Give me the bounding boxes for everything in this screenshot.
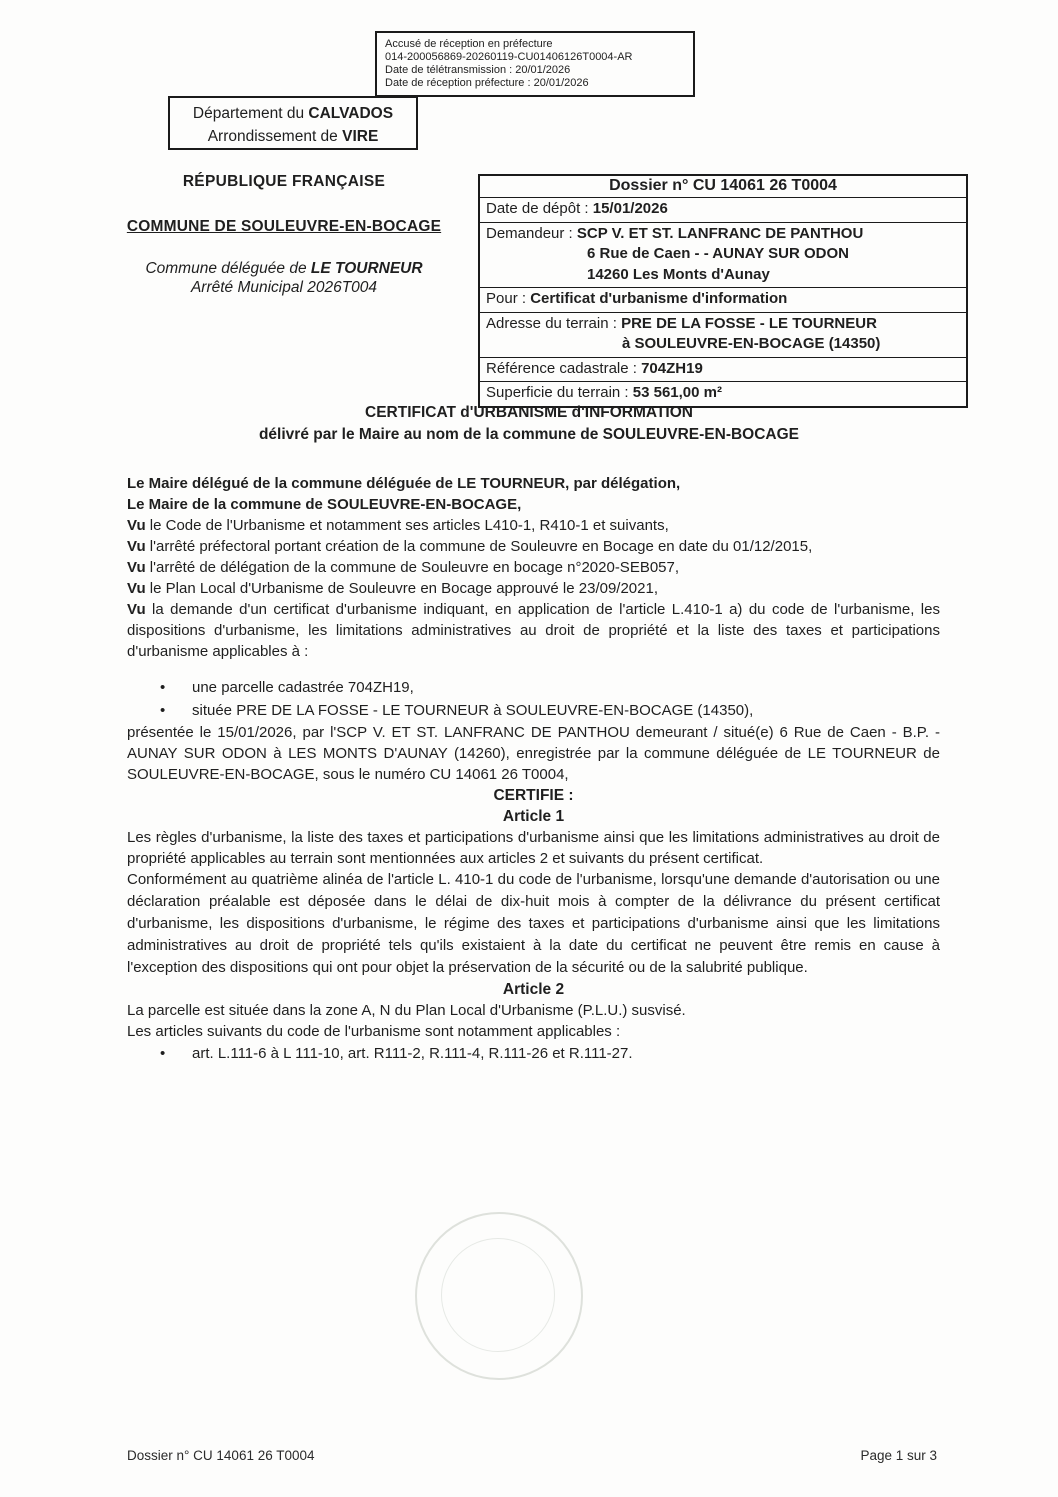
arrondissement-line [170,125,416,148]
adresse-line-1 [486,314,960,335]
prefecture-reception-box [375,31,695,97]
vu-clause-1-text: le Code de l'Urbanisme et notamment ses articles L410-1, R410-1 et suivants, [145,517,669,534]
vu-clause-2-text: l'arrêté préfectoral portant création de la commune de Souleuvre en Bocage en date du 01/12/2015, [145,538,813,555]
article-2-bullet-text: art. L.111-6 à L 111-10, art. R111-2, R.111-4, R.111-26 et R.111-27. [192,1045,633,1062]
left-column [88,173,480,297]
adresse-line-2: à SOULEUVRE-EN-BOCAGE (14350) [622,335,881,352]
footer-page-number: Page 1 sur 3 [860,1448,937,1463]
certificate-title-line-1: CERTIFICAT d'URBANISME d'INFORMATION [365,404,693,421]
vu-keyword: Vu [127,517,146,534]
superficie-label: Superficie du terrain : [486,384,633,401]
intro-paragraph [127,473,940,515]
intro-line-1: Le Maire délégué de la commune déléguée de LE TOURNEUR, par délégation, [127,475,681,492]
vu-clause-3 [127,557,940,578]
adresse-value: PRE DE LA FOSSE - LE TOURNEUR [621,314,877,332]
bullet-dot-icon: • [160,679,166,696]
adresse-label: Adresse du terrain : [486,314,622,332]
bullet-dot-icon: • [160,1045,166,1062]
department-label: Département du [192,105,309,122]
parcel-bullet-2 [127,699,940,722]
vu-keyword: Vu [127,559,146,576]
vu-keyword: Vu [127,601,146,618]
parcel-bullet-list [127,676,940,722]
reception-prefecture-date: Date de réception préfecture : 20/01/2026 [385,77,589,89]
demandeur-line-3: 14260 Les Monts d'Aunay [587,265,770,283]
parcel-bullet-2-text: située PRE DE LA FOSSE - LE TOURNEUR à SOULEUVRE-EN-BOCAGE (14350), [192,702,754,719]
vu-keyword: Vu [127,538,146,555]
vu-clause-5 [127,599,940,662]
vu-clause-4 [127,578,940,599]
reference-label: Référence cadastrale : [486,359,642,377]
department-line [170,102,416,125]
municipal-decree-line: Arrêté Municipal 2026T004 [190,279,378,296]
delegated-commune-name: LE TOURNEUR [310,260,423,277]
demandeur-name: SCP V. ET ST. LANFRANC DE PANTHOU [576,224,864,242]
vu-clause-group-1 [127,515,940,557]
article-2-bullet [127,1042,940,1065]
row-demandeur [480,222,966,288]
vu-clause-2 [127,536,940,557]
vu-clause-5-text: la demande d'un certificat d'urbanisme indiquant, en application de l'article L.410-1 a) du code de l'urbanisme, les dispositions d'urbanisme, les limitations administratives au droit de propriété et la liste des taxes et participations d'urbanisme applicables à : [127,601,940,660]
vu-clause-1 [127,515,940,536]
footer-dossier-number: Dossier n° CU 14061 26 T0004 [127,1448,315,1463]
pour-label: Pour : [486,290,531,307]
demandeur-line-1 [486,224,960,245]
pour-value: Certificat d'urbanisme d'information [530,290,788,307]
vu-clause-3-text: l'arrêté de délégation de la commune de Souleuvre en bocage n°2020-SEB057, [145,559,680,576]
row-date-depot [480,197,966,222]
article-2-paragraph-1: La parcelle est située dans la zone A, N du Plan Local d'Urbanisme (P.L.U.) susvisé. [127,1002,686,1019]
row-adresse-terrain [480,312,966,357]
page-footer [127,1448,937,1463]
presented-paragraph: présentée le 15/01/2026, par l'SCP V. ET ST. LANFRANC DE PANTHOU demeurant / situé(e) 6 Rue de Caen - B.P. - AUNAY SUR ODON à LES MONTS D'AUNAY (14260), enregistrée par la commune déléguée de LE TOURNEUR de SOULEUVRE-EN-BOCAGE, sous le numéro CU 14061 26 T0004, [127,724,940,783]
reception-teletransmission-date: Date de télétransmission : 20/01/2026 [385,64,571,76]
arrondissement-name: VIRE [342,128,379,145]
certifie-heading: CERTIFIE : [493,787,574,804]
date-depot-label: Date de dépôt : [486,200,593,217]
demandeur-line-2: 6 Rue de Caen - - AUNAY SUR ODON [587,245,849,262]
delegated-commune-line [88,260,480,278]
reception-title: Accusé de réception en préfecture [385,38,553,50]
parcel-bullet-1 [127,676,940,699]
intro-line-2: Le Maire de la commune de SOULEUVRE-EN-BOCAGE, [127,496,522,513]
article-1-paragraph-1: Les règles d'urbanisme, la liste des taxes et participations d'urbanisme ainsi que les limitations administratives au droit de propriété applicables au terrain sont mentionnées aux articles 2 et suivants du présent certificat. [127,829,940,867]
document-body [127,473,940,1065]
commune-heading: COMMUNE DE SOULEUVRE-EN-BOCAGE [126,218,442,235]
vu-clause-4-text: le Plan Local d'Urbanisme de Souleuvre en Bocage approuvé le 23/09/2021, [145,580,659,597]
reference-value: 704ZH19 [641,359,703,377]
article-2-paragraph-2: Les articles suivants du code de l'urbanisme sont notamment applicables : [127,1023,621,1040]
dossier-summary-table [478,174,968,408]
department-box [168,96,418,150]
row-reference-cadastrale [480,357,966,382]
department-name: CALVADOS [308,105,394,122]
bullet-dot-icon: • [160,702,166,719]
dossier-number-header: Dossier n° CU 14061 26 T0004 [609,177,837,194]
faint-stamp-watermark [415,1212,583,1380]
article-1-heading: Article 1 [502,808,565,825]
stamp-inner-ring [441,1238,555,1352]
vu-keyword: Vu [127,580,146,597]
date-depot-value: 15/01/2026 [592,200,668,217]
article-2-heading: Article 2 [502,981,565,998]
reception-reference-number: 014-200056869-20260119-CU01406126T0004-AR [385,51,633,63]
demandeur-label: Demandeur : [486,224,577,242]
superficie-value: 53 561,00 m² [632,384,722,401]
certificate-title [0,402,1058,446]
delegated-commune-label: Commune déléguée de [145,260,311,277]
article-1-paragraph-2: Conformément au quatrième alinéa de l'article L. 410-1 du code de l'urbanisme, lorsqu'une demande d'autorisation ou une déclaration préalable est déposée dans le délai de dix-huit mois à compter de la délivrance du présent certificat d'urbanisme, les dispositions d'urbanisme, le régime des taxes et participations d'urbanisme ainsi que les limitations administratives au droit de propriété tels qu'ils existaient à la date du certificat ne peuvent être remis en cause à l'exception des dispositions qui ont pour objet la préservation de la sécurité ou de la salubrité publique. [127,871,940,976]
row-pour [480,287,966,312]
republic-heading: RÉPUBLIQUE FRANÇAISE [182,173,386,190]
parcel-bullet-1-text: une parcelle cadastrée 704ZH19, [192,679,414,696]
arrondissement-label: Arrondissement de [207,128,343,145]
certificate-title-line-2: délivré par le Maire au nom de la commune de SOULEUVRE-EN-BOCAGE [258,426,800,443]
